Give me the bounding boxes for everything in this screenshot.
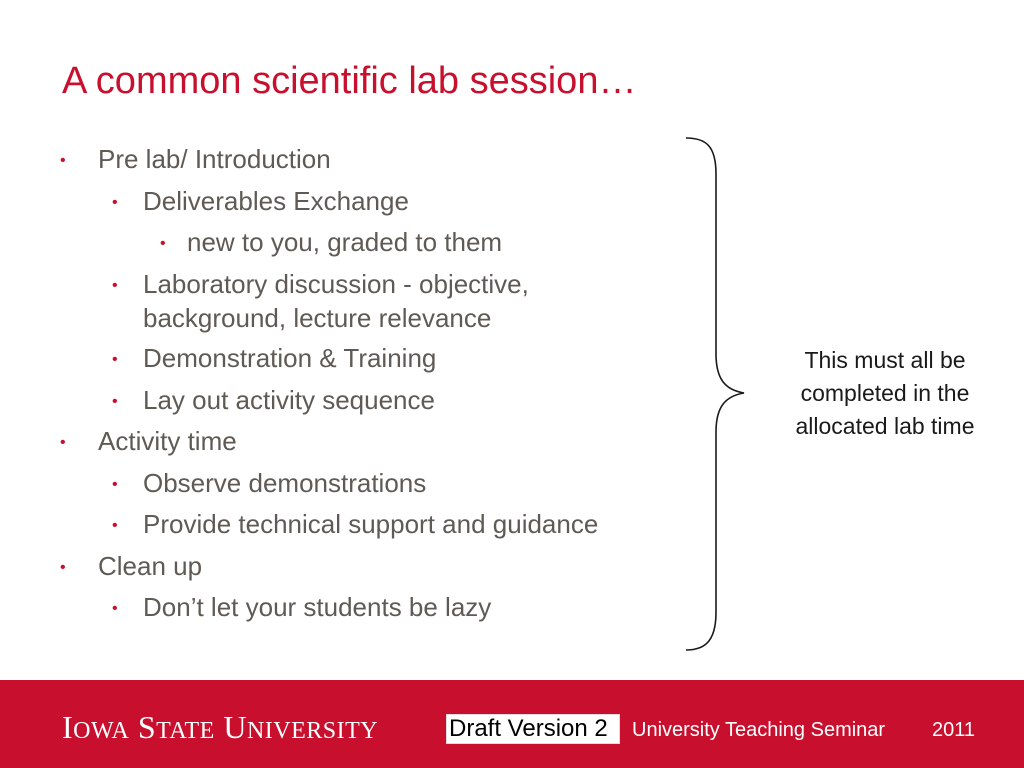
callout-line: completed in the: [800, 380, 970, 406]
bullet-dot: •: [112, 600, 118, 617]
draft-version-label: Draft Version 2: [449, 715, 608, 742]
bullet-dot: •: [112, 476, 118, 493]
bullet-dot: •: [60, 152, 66, 169]
bullet-dot: •: [112, 277, 118, 294]
bullet-dot: •: [112, 517, 118, 534]
bullet-dot: •: [112, 351, 118, 368]
bullet-dot: •: [60, 434, 66, 451]
bullet-dot: •: [60, 559, 66, 576]
bullet-dot: •: [160, 235, 166, 252]
slide-title: A common scientific lab session…: [62, 60, 637, 102]
bullet-item: Lay out activity sequence: [143, 385, 435, 415]
bullet-item-continuation: background, lecture relevance: [143, 303, 492, 333]
seminar-label: University Teaching Seminar: [632, 719, 886, 741]
bullet-item: Deliverables Exchange: [143, 186, 409, 216]
callout-line: This must all be: [804, 347, 966, 373]
iowa-state-university-logo: IOWA STATE UNIVERSITY: [62, 709, 379, 745]
bullet-item: Don’t let your students be lazy: [143, 592, 492, 622]
bullet-item: new to you, graded to them: [187, 227, 503, 257]
year-label: 2011: [932, 719, 976, 741]
curly-brace-icon: [680, 134, 750, 654]
callout-note: [760, 344, 1010, 443]
bullet-item: Provide technical support and guidance: [143, 509, 599, 539]
callout-line: allocated lab time: [795, 413, 975, 439]
bullet-item: Pre lab/ Introduction: [98, 144, 331, 174]
bullet-dot: •: [112, 393, 118, 410]
bullet-item: Observe demonstrations: [143, 468, 427, 498]
bullet-item: Demonstration & Training: [143, 343, 437, 373]
bullet-item: Clean up: [98, 551, 203, 581]
bullet-item: Activity time: [98, 426, 237, 456]
bullet-dot: •: [112, 194, 118, 211]
bullet-item: Laboratory discussion - objective,: [143, 269, 529, 299]
